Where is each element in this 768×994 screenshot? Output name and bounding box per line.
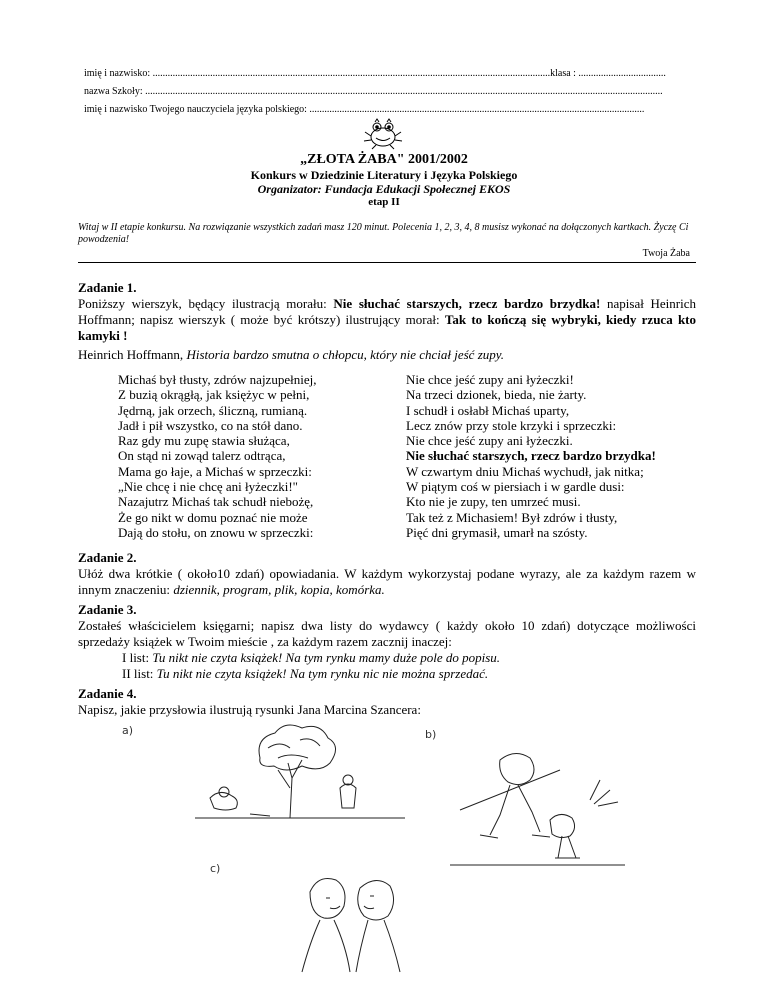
task-1-text: Poniższy wierszyk, będący ilustracją morału: Nie słuchać starszych, rzecz bardzo brzydka! napisał Heinrich Hoffmann; napisz wierszyk ( może być krótszy) ilustrujący morał: Tak to kończą się wybryki, kiedy rzuca kto kamyki ! bbox=[78, 296, 697, 343]
task-1 bbox=[78, 280, 696, 344]
task-3-text: Zostałeś właścicielem księgarni; napisz dwa listy do wydawcy ( każdy około 10 zdań) dotyczące możliwości sprzedaży książek w Twoim mieście , za każdym razem zacznij inaczej: bbox=[78, 618, 696, 649]
poem-line: Mama go łaje, a Michaś w sprzeczki: bbox=[118, 463, 312, 479]
task-3-heading: Zadanie 3. bbox=[78, 602, 137, 617]
task-3 bbox=[78, 602, 696, 682]
task-2-heading: Zadanie 2. bbox=[78, 550, 137, 565]
poem-line: Na trzeci dzionek, bieda, nie żarty. bbox=[406, 387, 587, 403]
name-class-line: imię i nazwisko: ...............................................................................................................................................................klasa : ................................... bbox=[84, 68, 666, 79]
poem-line: Z buzią okrągłą, jak księżyc w pełni, bbox=[118, 387, 310, 403]
drawing-a-label: a) bbox=[122, 724, 134, 737]
drawing-c-couple-illustration bbox=[290, 862, 410, 982]
poem-line: Nazajutrz Michaś tak schudł niebożę, bbox=[118, 494, 314, 510]
poem-line: I schudł i osłabł Michaś uparty, bbox=[406, 402, 570, 418]
poem-line: Michaś był tłusty, zdrów najzupełniej, bbox=[118, 372, 317, 387]
frog-logo-icon bbox=[362, 116, 404, 150]
drawing-c-label: c) bbox=[210, 862, 221, 875]
signature: Twoja Żaba bbox=[642, 248, 690, 259]
poem-line: Że go nikt w domu poznać nie może bbox=[118, 509, 308, 525]
poem-line: Lecz znów przy stole krzyki i sprzeczki: bbox=[406, 417, 617, 433]
poem-line: Tak też z Michasiem! Był zdrów i tłusty, bbox=[406, 509, 618, 525]
poem-line: Nie chce jeść zupy ani łyżeczki! bbox=[406, 372, 574, 387]
poem-right-column bbox=[406, 372, 656, 540]
poem-line: Dają do stołu, on znowu w sprzeczki: bbox=[118, 524, 314, 540]
poem-line: Jędrną, jak orzech, śliczną, rumianą. bbox=[118, 402, 308, 418]
task-1-heading: Zadanie 1. bbox=[78, 280, 137, 295]
contest-title: „ZŁOTA ŻABA" 2001/2002 bbox=[300, 152, 468, 167]
task-4-text: Napisz, jakie przysłowia ilustrują rysunki Jana Marcina Szancera: bbox=[78, 702, 421, 717]
poem-line: Nie chce jeść zupy ani łyżeczki. bbox=[406, 433, 573, 449]
task-2 bbox=[78, 550, 696, 598]
contest-subtitle: Konkurs w Dziedzinie Literatury i Języka Polskiego bbox=[250, 168, 518, 182]
poem-source: Heinrich Hoffmann, Historia bardzo smutna o chłopcu, który nie chciał jeść zupy. bbox=[78, 347, 505, 362]
organizer-line: Organizator: Fundacja Edukacji Społecznej EKOS bbox=[257, 182, 511, 196]
teacher-name-line: imię i nazwisko Twojego nauczyciela języka polskiego: ...................................................................................................................................... bbox=[84, 104, 645, 115]
poem-line: Pięć dni grymasił, umarł na szósty. bbox=[406, 524, 588, 540]
drawing-b-label: b) bbox=[425, 728, 437, 741]
poem-line: Jadł i pił wszystko, co na stół dano. bbox=[118, 417, 303, 433]
drawing-a-tree-illustration bbox=[190, 718, 410, 828]
task-4-heading: Zadanie 4. bbox=[78, 686, 137, 701]
poem-line: On stąd ni zowąd talerz odtrąca, bbox=[118, 448, 286, 464]
stage-line: etap II bbox=[368, 196, 400, 208]
poem-line: Raz gdy mu zupę stawia służąca, bbox=[118, 433, 290, 449]
poem-line: W piątym coś w piersiach i w gardle dusi: bbox=[406, 479, 625, 495]
poem-line: Nie słuchać starszych, rzecz bardzo brzydka! bbox=[406, 448, 656, 464]
task-3-letter-1: I list: Tu nikt nie czyta książek! Na tym rynku mamy duże pole do popisu. bbox=[122, 650, 501, 665]
drawing-b-hunters-illustration bbox=[440, 740, 630, 870]
task-3-letter-2: II list: Tu nikt nie czyta książek! Na tym rynku nic nie można sprzedać. bbox=[122, 666, 489, 681]
poem-line: W czwartym dniu Michaś wychudł, jak nitka; bbox=[406, 463, 644, 479]
task-4 bbox=[78, 686, 696, 718]
poem-line: Kto nie je zupy, ten umrzeć musi. bbox=[406, 494, 581, 510]
intro-text: Witaj w II etapie konkursu. Na rozwiązanie wszystkich zadań masz 120 minut. Polecenia 1, 2, 3, 4, 8 musisz wykonać na dołączonych kartkach. Życzę Ci powodzenia! bbox=[78, 222, 689, 245]
task-2-text: Ułóż dwa krótkie ( około10 zdań) opowiadania. W każdym wykorzystaj podane wyrazy, ale za każdym razem w innym znaczeniu: dziennik, program, plik, kopia, komórka. bbox=[78, 566, 696, 597]
poem-left-column bbox=[118, 372, 316, 540]
divider bbox=[78, 262, 696, 263]
school-name-line: nazwa Szkoły: ............................................................................................................................................................................................................... bbox=[84, 86, 663, 97]
poem-line: „Nie chcę i nie chcę ani łyżeczki!" bbox=[118, 479, 298, 495]
